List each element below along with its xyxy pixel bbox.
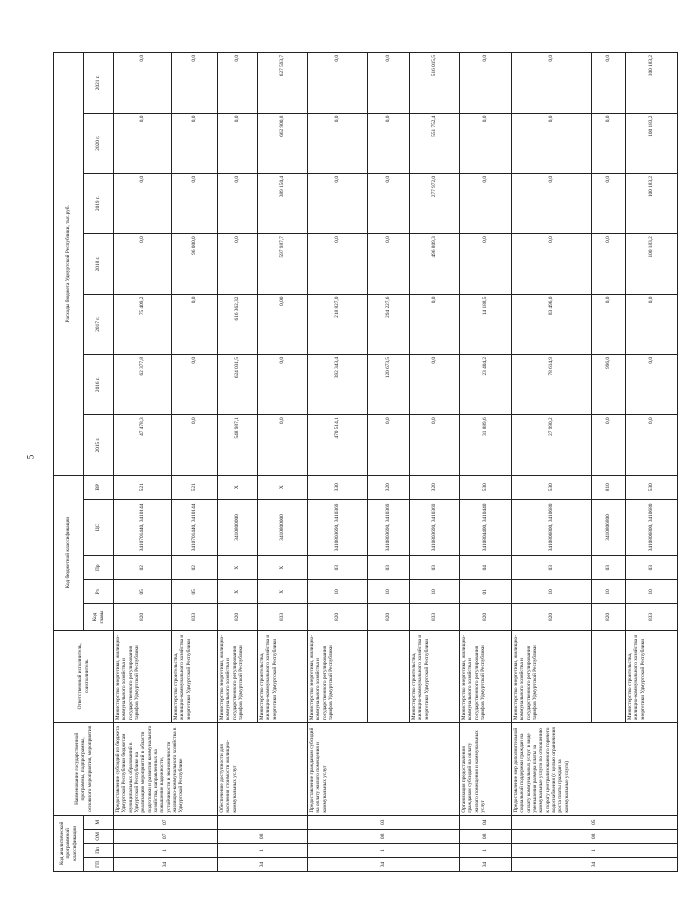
expense-value-cell: 0,0 xyxy=(460,53,512,114)
expense-value-cell: 0,0 xyxy=(172,113,218,173)
vr-cell: X xyxy=(258,475,308,499)
vr-cell: 320 xyxy=(368,475,410,499)
program-name-cell: Предоставление гражданам субсидий на оплату жилого помещения и коммунальных услуг xyxy=(308,723,460,816)
expense-value-cell: 23 404,2 xyxy=(460,354,512,414)
expense-value-cell: 31 889,6 xyxy=(460,415,512,475)
pp-cell: 1 xyxy=(218,843,308,857)
expense-value-cell: 78 614,9 xyxy=(512,354,592,414)
header-responsible: Ответственный исполнитель, соисполнитель xyxy=(54,630,114,723)
responsible-cell xyxy=(368,630,410,723)
expense-value-cell: 551 752,4 xyxy=(410,113,460,173)
header-program-name: Наименование государственной программы, подпрограммы, основного мероприятия, мероприятия xyxy=(54,723,114,816)
page-number: 5 xyxy=(25,454,36,460)
expense-value-cell: 100 183,2 xyxy=(626,234,678,294)
expense-value-cell: 597 987,7 xyxy=(258,234,308,294)
om-cell: 08 xyxy=(512,829,678,843)
vr-cell: 530 xyxy=(460,475,512,499)
expense-value-cell: 0,0 xyxy=(460,234,512,294)
expense-value-cell: 0,00 xyxy=(258,294,308,354)
pp-cell: 1 xyxy=(512,843,678,857)
responsible-cell: Министерство строительства, жилищно-коммунального хозяйства и энергетики Удмуртской Республики xyxy=(626,630,678,723)
cs-cell: 3410804400, 3410440 xyxy=(460,499,512,555)
vr-cell: 320 xyxy=(410,475,460,499)
header-year: 2021 г. xyxy=(84,53,114,114)
expense-value-cell: 0,0 xyxy=(172,294,218,354)
header-analytic-code: Код аналитической программной классификации xyxy=(54,815,84,871)
expense-value-cell: 0,0 xyxy=(308,173,368,233)
vr-cell: 810 xyxy=(592,475,626,499)
rz-cell: 10 xyxy=(592,580,626,604)
rz-cell: 05 xyxy=(172,580,218,604)
cs-cell: 3410701440, 3410144 xyxy=(172,499,218,555)
expense-value-cell: 0,0 xyxy=(592,113,626,173)
expense-value-cell: 0,0 xyxy=(172,173,218,233)
kod-glavy-cell: 820 xyxy=(592,604,626,630)
expense-value-cell: 277 972,0 xyxy=(410,173,460,233)
expense-value-cell: 120 673,5 xyxy=(368,354,410,414)
cs-cell: 3410806800, 3410680 xyxy=(512,499,592,555)
expense-value-cell: 0,0 xyxy=(368,113,410,173)
rz-cell: X xyxy=(258,580,308,604)
header-cs: ЦС xyxy=(84,499,114,555)
cs-cell: 3410803690, 3410369 xyxy=(410,499,460,555)
header-year: 2020 г. xyxy=(84,113,114,173)
vr-cell: X xyxy=(218,475,258,499)
cs-cell: 3410800000 xyxy=(218,499,258,555)
expense-value-cell: 0,0 xyxy=(114,113,172,173)
expense-value-cell: 0,0 xyxy=(308,113,368,173)
header-year: 2016 г. xyxy=(84,354,114,414)
expense-value-cell: 0,0 xyxy=(114,234,172,294)
expense-value-cell: 0,0 xyxy=(410,294,460,354)
vr-cell: 330 xyxy=(308,475,368,499)
expense-value-cell: 83 496,0 xyxy=(512,294,592,354)
vr-cell: 530 xyxy=(512,475,592,499)
expense-value-cell: 0,0 xyxy=(218,53,258,114)
kod-glavy-cell: 820 xyxy=(218,604,258,630)
expense-value-cell: 0,0 xyxy=(368,415,410,475)
expense-value-cell: 389 150,4 xyxy=(258,173,308,233)
gp-cell: 34 xyxy=(308,857,460,871)
om-cell: 07 xyxy=(114,829,218,843)
expense-value-cell: 0,0 xyxy=(308,234,368,294)
header-year: 2017 г. xyxy=(84,294,114,354)
gp-cell: 34 xyxy=(460,857,512,871)
expense-value-cell: 14 188,5 xyxy=(460,294,512,354)
responsible-cell: Министерство строительства, жилищно-коммунального хозяйства и энергетики Удмуртской Республики xyxy=(410,630,460,723)
m-cell: 04 xyxy=(460,815,512,829)
expense-value-cell: 0,0 xyxy=(258,354,308,414)
om-cell: 08 xyxy=(308,829,460,843)
expense-value-cell: 0,0 xyxy=(512,53,592,114)
table-row xyxy=(218,53,258,872)
kod-glavy-cell: 820 xyxy=(308,604,368,630)
pp-cell: 1 xyxy=(114,843,218,857)
expense-value-cell: 0,0 xyxy=(114,173,172,233)
pr-cell: 02 xyxy=(172,556,218,580)
expense-value-cell: 0,0 xyxy=(592,173,626,233)
header-gp: ГП xyxy=(84,857,114,871)
program-name-cell: Обеспечение доступности для населения стоимости жилищно-коммунальных услуг xyxy=(218,723,308,816)
pr-cell: 03 xyxy=(626,556,678,580)
pr-cell: 03 xyxy=(368,556,410,580)
expense-value-cell: 548 987,1 xyxy=(218,415,258,475)
m-cell: 07 xyxy=(114,815,218,829)
expense-value-cell: 662 900,8 xyxy=(258,113,308,173)
responsible-cell: Министерство энергетики, жилищно-коммунального хозяйства и государственного регулирования тарифов Удмуртской Республики xyxy=(114,630,172,723)
om-cell: 08 xyxy=(460,829,512,843)
rz-cell: X xyxy=(218,580,258,604)
expense-value-cell: 0,0 xyxy=(172,53,218,114)
rz-cell: 10 xyxy=(512,580,592,604)
responsible-cell xyxy=(592,630,626,723)
expense-value-cell: 0,0 xyxy=(512,234,592,294)
expense-value-cell: 0,0 xyxy=(592,294,626,354)
expense-value-cell: 496 809,3 xyxy=(410,234,460,294)
expense-value-cell: 470 514,1 xyxy=(308,415,368,475)
expense-value-cell: 62 377,8 xyxy=(114,354,172,414)
expense-value-cell: 0,0 xyxy=(218,234,258,294)
expense-value-cell: 0,0 xyxy=(626,354,678,414)
m-cell xyxy=(218,815,308,829)
expense-value-cell: 218 827,0 xyxy=(308,294,368,354)
pr-cell: 03 xyxy=(512,556,592,580)
header-vr: ВР xyxy=(84,475,114,499)
pr-cell: 03 xyxy=(592,556,626,580)
kod-glavy-cell: 833 xyxy=(626,604,678,630)
expense-value-cell: 0,0 xyxy=(368,53,410,114)
program-name-cell: Предоставление мер дополнительной социальной поддержки граждан на оплату коммунальных услуг в виде уменьшения размера платы за коммунальные услуги по отношению к порогу централизованного горячего водоснабжения (с целью ограничения роста платы граждан за коммунальные услуги) xyxy=(512,723,678,816)
expense-value-cell: 27 990,2 xyxy=(512,415,592,475)
kod-glavy-cell: 833 xyxy=(172,604,218,630)
kod-glavy-cell: 820 xyxy=(512,604,592,630)
expense-value-cell: 0,0 xyxy=(410,354,460,414)
header-budget-code: Код бюджетной классификации xyxy=(54,475,84,630)
expense-value-cell: 100 183,2 xyxy=(626,173,678,233)
expense-value-cell: 0,0 xyxy=(460,173,512,233)
header-year: 2018 г. xyxy=(84,234,114,294)
table-row xyxy=(460,53,512,872)
cs-cell: 3410803690, 3410369 xyxy=(308,499,368,555)
gp-cell: 34 xyxy=(218,857,308,871)
expense-value-cell: 0,0 xyxy=(512,173,592,233)
expense-value-cell: 616 362,32 xyxy=(218,294,258,354)
expense-value-cell: 100 183,2 xyxy=(626,53,678,114)
expense-value-cell: 0,0 xyxy=(626,294,678,354)
table-row xyxy=(114,53,172,872)
table-row xyxy=(308,53,368,872)
expense-value-cell: 0,0 xyxy=(218,173,258,233)
responsible-cell: Министерство энергетики, жилищно-коммунального хозяйства и государственного регулирования тарифов Удмуртской Республики xyxy=(460,630,512,723)
budget-table-container xyxy=(53,52,655,872)
expense-value-cell: 0,0 xyxy=(172,354,218,414)
gp-cell: 34 xyxy=(512,857,678,871)
expense-value-cell: 0,0 xyxy=(114,53,172,114)
table-body xyxy=(54,53,678,872)
header-expenses: Расходы бюджета Удмуртской Республики, тыс.руб. xyxy=(54,53,84,476)
expense-value-cell: 516 015,5 xyxy=(410,53,460,114)
header-row-1 xyxy=(54,53,84,872)
table-row xyxy=(512,53,592,872)
m-cell: 05 xyxy=(512,815,678,829)
rz-cell: 01 xyxy=(460,580,512,604)
rz-cell: 10 xyxy=(410,580,460,604)
pr-cell: 02 xyxy=(114,556,172,580)
header-pp: Пп xyxy=(84,843,114,857)
expense-value-cell: 627 593,7 xyxy=(258,53,308,114)
header-kod-glavy: Код главы xyxy=(84,604,114,630)
expense-value-cell: 0,0 xyxy=(258,415,308,475)
expense-value-cell: 0,0 xyxy=(308,53,368,114)
kod-glavy-cell: 833 xyxy=(410,604,460,630)
cs-cell: 3410803690, 3410369 xyxy=(368,499,410,555)
expense-value-cell: 624 031,5 xyxy=(218,354,258,414)
m-cell: 03 xyxy=(308,815,460,829)
cs-cell: 3410806800 xyxy=(592,499,626,555)
kod-glavy-cell: 833 xyxy=(258,604,308,630)
expense-value-cell: 996,0 xyxy=(592,354,626,414)
expense-value-cell: 100 183,2 xyxy=(626,113,678,173)
kod-glavy-cell: 820 xyxy=(114,604,172,630)
header-om: ОМ xyxy=(84,829,114,843)
header-year: 2015 г. xyxy=(84,415,114,475)
expense-value-cell: 0,0 xyxy=(410,415,460,475)
pr-cell: 03 xyxy=(410,556,460,580)
pp-cell: 1 xyxy=(308,843,460,857)
expense-value-cell: 0,0 xyxy=(172,415,218,475)
expense-value-cell: 392 343,4 xyxy=(308,354,368,414)
vr-cell: 521 xyxy=(172,475,218,499)
expense-value-cell: 0,0 xyxy=(368,234,410,294)
expense-value-cell: 0,0 xyxy=(592,234,626,294)
rz-cell: 10 xyxy=(626,580,678,604)
program-name-cell: Предоставление субсидий из бюджета Удмуртской Республики бюджетам муниципальных образований в Удмуртской Республике на реализацию мероприятий в области подготовки и развития коммунального хозяйства, направленных на повышение надежности, устойчивости и экономичности жилищно-коммунального хозяйства в Удмуртской Республике xyxy=(114,723,218,816)
expense-value-cell: 0,0 xyxy=(218,113,258,173)
expense-value-cell: 0,0 xyxy=(368,173,410,233)
pr-cell: X xyxy=(258,556,308,580)
pr-cell: X xyxy=(218,556,258,580)
expense-value-cell: 0,0 xyxy=(592,415,626,475)
expense-value-cell: 75 409,2 xyxy=(114,294,172,354)
responsible-cell: Министерство строительства, жилищно-коммунального хозяйства и энергетики Удмуртской Республики xyxy=(258,630,308,723)
expense-value-cell: 47 478,3 xyxy=(114,415,172,475)
responsible-cell: Министерство энергетики, жилищно-коммунального хозяйства и государственного регулирования тарифов Удмуртской Республики xyxy=(308,630,368,723)
budget-table xyxy=(53,52,678,872)
expense-value-cell: 0,0 xyxy=(592,53,626,114)
kod-glavy-cell: 820 xyxy=(368,604,410,630)
responsible-cell: Министерство энергетики, жилищно-коммунального хозяйства и государственного регулирования тарифов Удмуртской Республики xyxy=(218,630,258,723)
rz-cell: 10 xyxy=(368,580,410,604)
expense-value-cell: 0,0 xyxy=(626,415,678,475)
cs-cell: 3410800000 xyxy=(258,499,308,555)
expense-value-cell: 294 227,6 xyxy=(368,294,410,354)
expense-value-cell: 0,0 xyxy=(460,113,512,173)
cs-cell: 3410806800, 3410680 xyxy=(626,499,678,555)
gp-cell: 34 xyxy=(114,857,218,871)
header-m: М xyxy=(84,815,114,829)
pp-cell: 1 xyxy=(460,843,512,857)
pr-cell: 03 xyxy=(308,556,368,580)
responsible-cell: Министерство строительства, жилищно-коммунального хозяйства и энергетики Удмуртской Республики xyxy=(172,630,218,723)
rz-cell: 10 xyxy=(308,580,368,604)
vr-cell: 530 xyxy=(626,475,678,499)
kod-glavy-cell: 820 xyxy=(460,604,512,630)
vr-cell: 521 xyxy=(114,475,172,499)
header-year: 2019 г. xyxy=(84,173,114,233)
responsible-cell: Министерство энергетики, жилищно-коммунального хозяйства и государственного регулирования тарифов Удмуртской Республики xyxy=(512,630,592,723)
expense-value-cell: 96 000,0 xyxy=(172,234,218,294)
header-pr: Пр xyxy=(84,556,114,580)
program-name-cell: Организация предоставления гражданам субсидий на оплату жилого помещения и коммунальных услуг xyxy=(460,723,512,816)
cs-cell: 3410701440, 3410144 xyxy=(114,499,172,555)
expense-value-cell: 0,0 xyxy=(512,113,592,173)
om-cell: 08 xyxy=(218,829,308,843)
pr-cell: 04 xyxy=(460,556,512,580)
header-rz: Рз xyxy=(84,580,114,604)
rz-cell: 05 xyxy=(114,580,172,604)
